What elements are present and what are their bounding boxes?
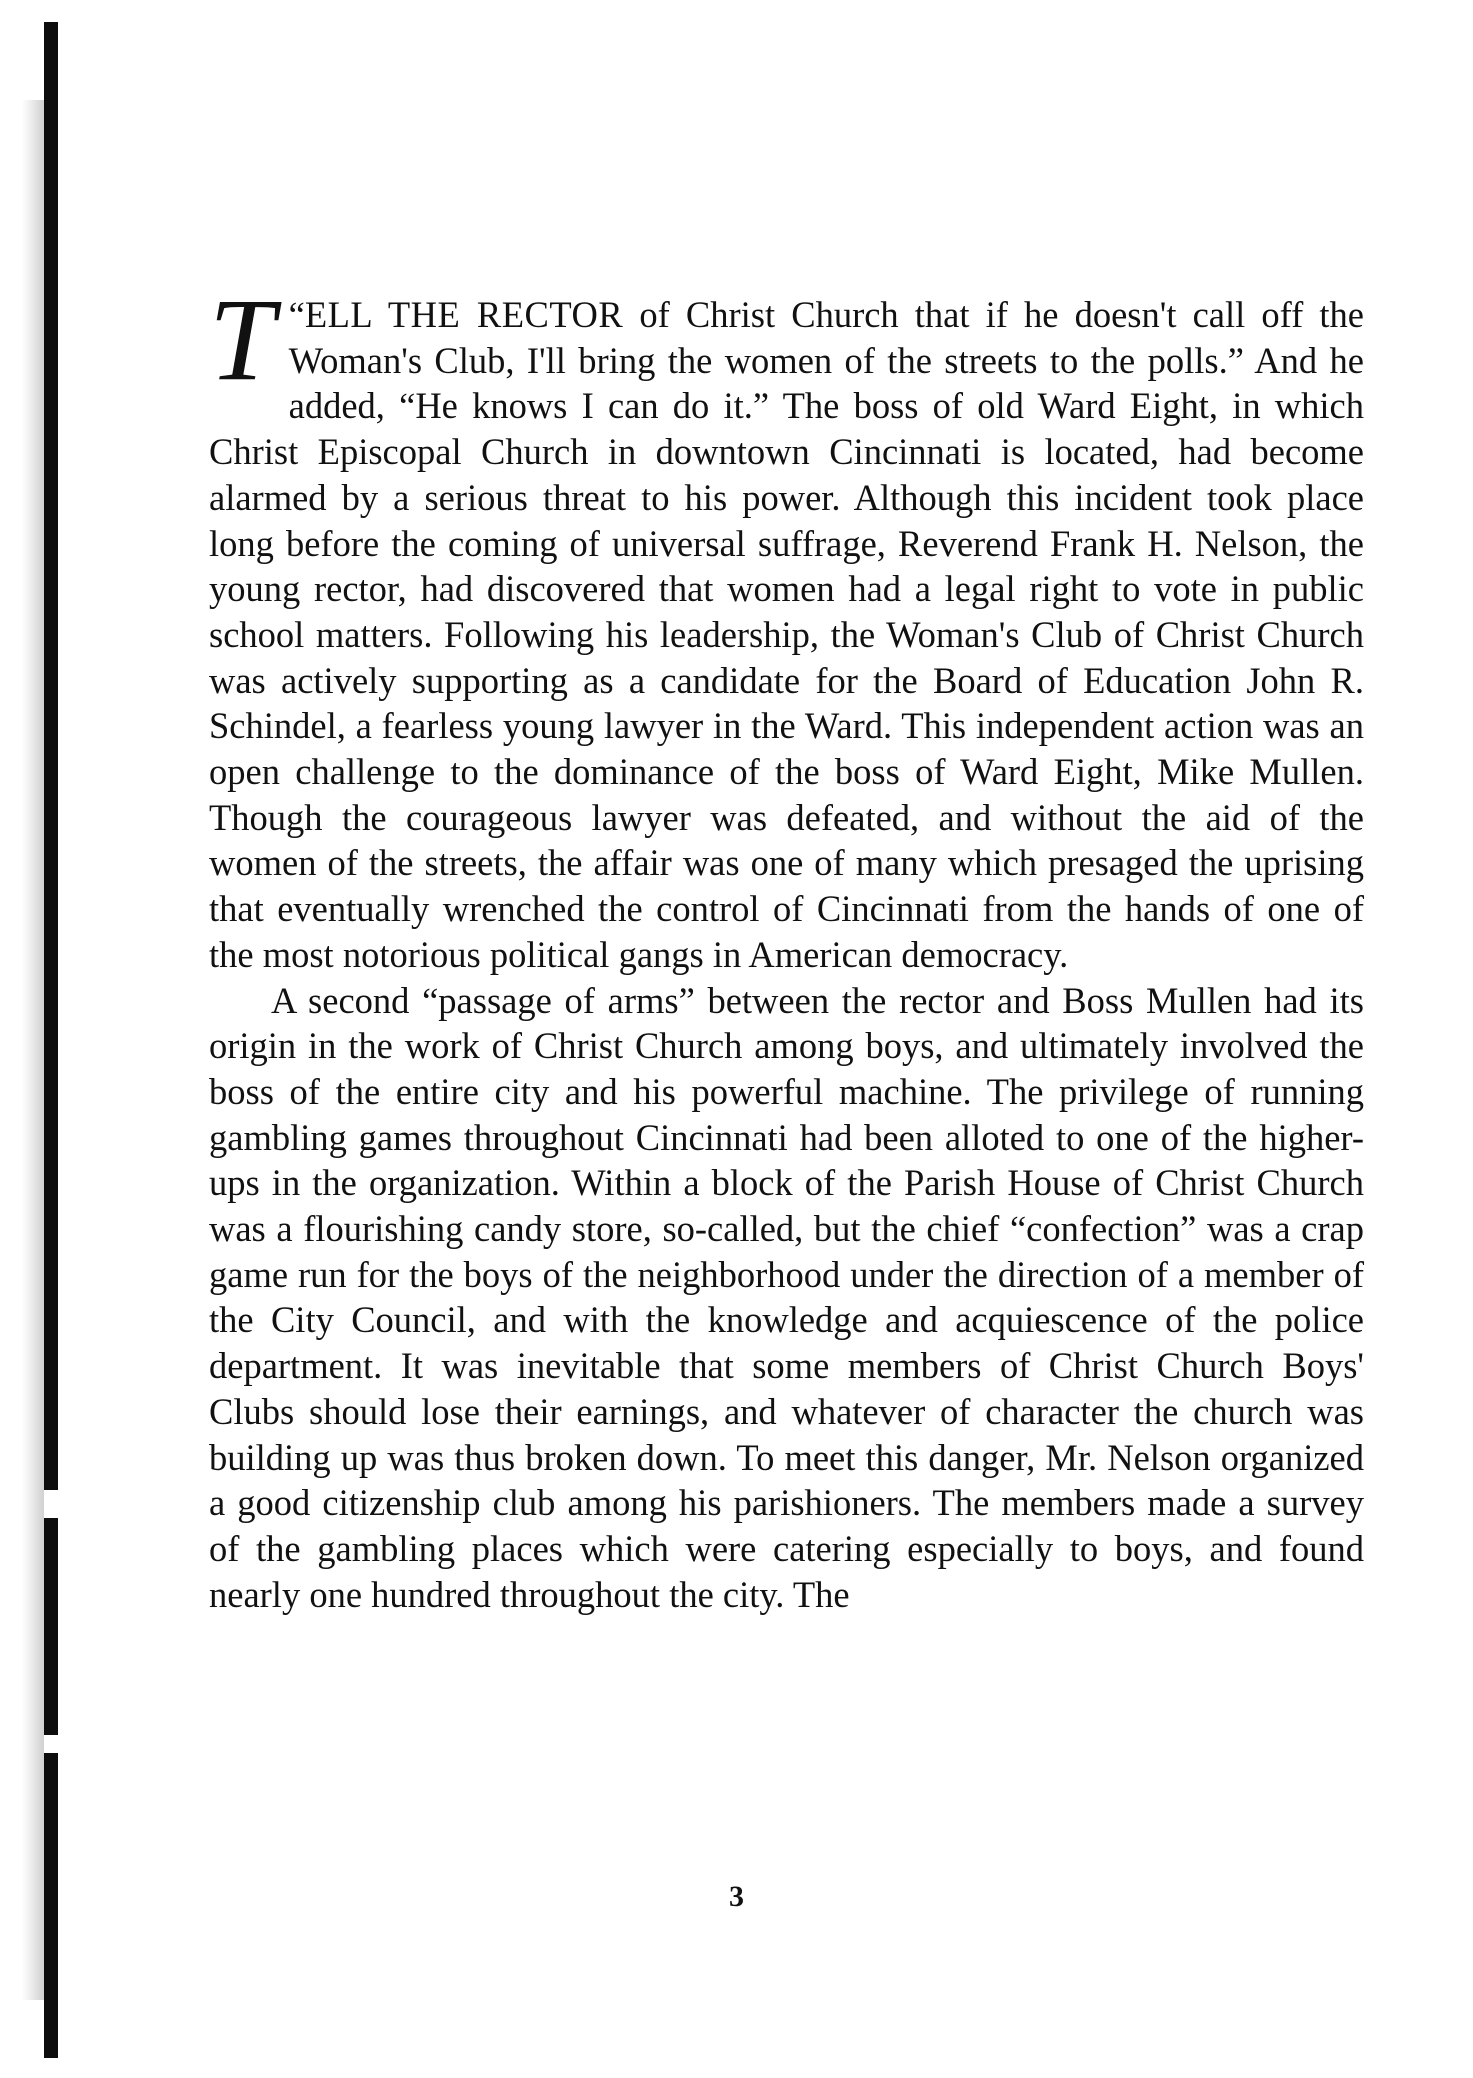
- binding-shadow: [22, 100, 44, 2000]
- binding-gap: [44, 1490, 58, 1518]
- drop-cap-letter: T: [209, 274, 275, 405]
- body-text: [209, 274, 1364, 1617]
- paragraph-second: A second “passage of arms” between the rector and Boss Mullen had its origin in the work of Christ Church among boys, and ultimately involved the boss of the entire city and his powerful machine. The privilege of running gambling games throughout Cincinnati had been alloted to one of the higher-ups in the organization. Within a block of the Parish House of Christ Church was a flourishing candy store, so-called, but the chief “confection” was a crap game run for the boys of the neighborhood under the direction of a member of the City Council, and with the knowledge and acquiescence of the police department. It was inevitable that some members of Christ Church Boys' Clubs should lose their earnings, and whatever of character the church was building up was thus broken down. To meet this danger, Mr. Nelson organized a good citizenship club among his parishioners. The members made a survey of the gambling places which were catering especially to boys, and found nearly one hundred throughout the city. The: [209, 979, 1364, 1615]
- paragraph-opening-text: of Christ Church that if he doesn't call off the Woman's Club, I'll bring the women of the streets to the polls.” And he added, “He knows I can do it.” The boss of old Ward Eight, in which Christ Episcopal Church in downtown Cincinnati is located, had become alarmed by a serious threat to his power. Although this incident took place long before the coming of universal suffrage, Reverend Frank H. Nelson, the young rector, had discovered that women had a legal right to vote in public school matters. Following his leadership, the Woman's Club of Christ Church was actively supporting as a candidate for the Board of Education John R. Schindel, a fearless young lawyer in the Ward. This independent action was an open challenge to the dominance of the boss of Ward Eight, Mike Mullen. Though the courageous lawyer was defeated, and without the aid of the women of the streets, the affair was one of many which presaged the uprising that eventually wrenched the control of Cincinnati from the hands of one of the most notorious political gangs in American democracy.: [209, 294, 1364, 975]
- binding-gap: [44, 1735, 58, 1753]
- opening-quote-mark: “: [288, 294, 305, 335]
- lead-in-caps: ELL THE RECTOR: [304, 294, 624, 335]
- paragraph-opening: [209, 274, 1364, 978]
- page-number: 3: [729, 1880, 744, 1913]
